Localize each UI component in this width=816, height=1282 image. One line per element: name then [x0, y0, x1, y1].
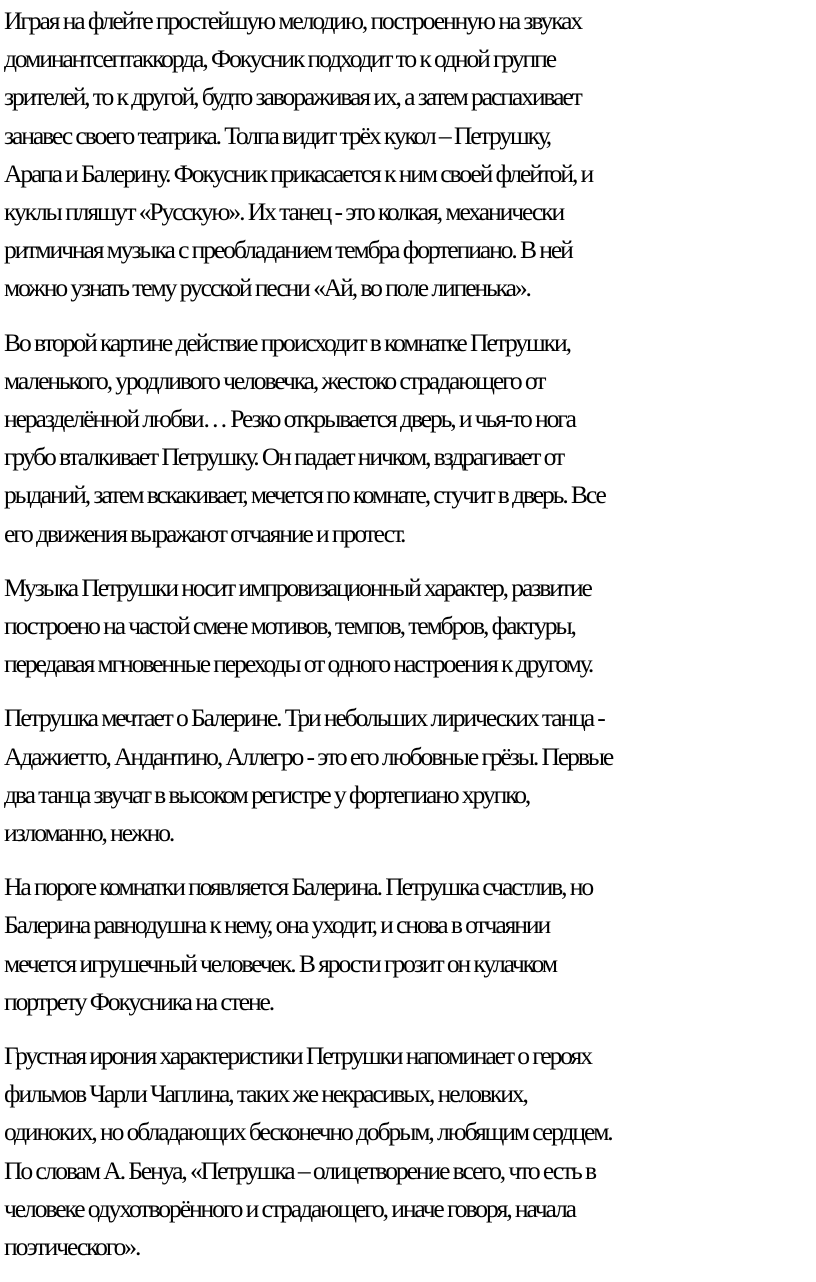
- text-line: Адажиетто, Андантино, Аллегро - это его любовные грёзы. Первые: [4, 741, 613, 771]
- text-line: рыданий, затем вскакивает, мечется по комнате, стучит в дверь. Все: [4, 480, 605, 510]
- text-line: его движения выражают отчаяние и протест.: [4, 518, 405, 548]
- text-line: Арапа и Балерину. Фокусник прикасается к ним своей флейтой, и: [4, 158, 593, 188]
- paragraph-5: [4, 868, 812, 1021]
- text-line: изломанно, нежно.: [4, 818, 174, 848]
- text-line: поэтического».: [4, 1232, 140, 1262]
- text-line: мечется игрушечный человечек. В ярости грозит он кулачком: [4, 948, 556, 978]
- paragraph-4: [4, 699, 812, 852]
- text-line: зрителей, то к другой, будто завораживая их, а затем распахивает: [4, 82, 581, 112]
- text-line: фильмов Чарли Чаплина, таких же некрасивых, неловких,: [4, 1079, 527, 1109]
- text-line: куклы пляшут «Русскую». Их танец - это колкая, механически: [4, 197, 564, 227]
- text-line: Музыка Петрушки носит импровизационный характер, развитие: [4, 572, 591, 602]
- text-line: одиноких, но обладающих бесконечно добрым, любящим сердцем.: [4, 1117, 612, 1147]
- text-line: Балерина равнодушна к нему, она уходит, и снова в отчаянии: [4, 910, 550, 940]
- text-line: передавая мгновенные переходы от одного настроения к другому.: [4, 649, 593, 679]
- text-line: построено на частой смене мотивов, темпов, тембров, фактуры,: [4, 611, 575, 641]
- text-line: По словам А. Бенуа, «Петрушка – олицетворение всего, что есть в: [4, 1155, 595, 1185]
- text-line: грубо вталкивает Петрушку. Он падает ничком, вздрагивает от: [4, 442, 564, 472]
- text-line: Грустная ирония характеристики Петрушки напоминает о героях: [4, 1041, 591, 1071]
- text-line: На пороге комнатки появляется Балерина. Петрушка счастлив, но: [4, 872, 593, 902]
- text-line: ритмичная музыка с преобладанием тембра фортепиано. В ней: [4, 235, 572, 265]
- text-line: доминантсептаккорда, Фокусник подходит то к одной группе: [4, 44, 555, 74]
- text-line: Играя на флейте простейшую мелодию, построенную на звуках: [4, 6, 582, 35]
- paragraph-6: [4, 1037, 812, 1266]
- paragraph-3: [4, 569, 812, 684]
- paragraph-1: [4, 2, 812, 308]
- text-line: портрету Фокусника на стене.: [4, 986, 274, 1016]
- text-line: Во второй картине действие происходит в комнатке Петрушки,: [4, 327, 570, 357]
- text-line: неразделённой любви… Резко открывается дверь, и чья-то нога: [4, 404, 575, 434]
- document-page: [4, 0, 812, 1282]
- text-line: Петрушка мечтает о Балерине. Три небольших лирических танца -: [4, 703, 604, 733]
- text-line: два танца звучат в высоком регистре у фортепиано хрупко,: [4, 779, 530, 809]
- paragraph-2: [4, 324, 812, 553]
- text-line: маленького, уродливого человечка, жестоко страдающего от: [4, 365, 545, 395]
- text-line: занавес своего театрика. Толпа видит трёх кукол – Петрушку,: [4, 120, 551, 150]
- text-line: человеке одухотворённого и страдающего, иначе говоря, начала: [4, 1193, 575, 1223]
- text-line: можно узнать тему русской песни «Ай, во поле липенька».: [4, 273, 530, 303]
